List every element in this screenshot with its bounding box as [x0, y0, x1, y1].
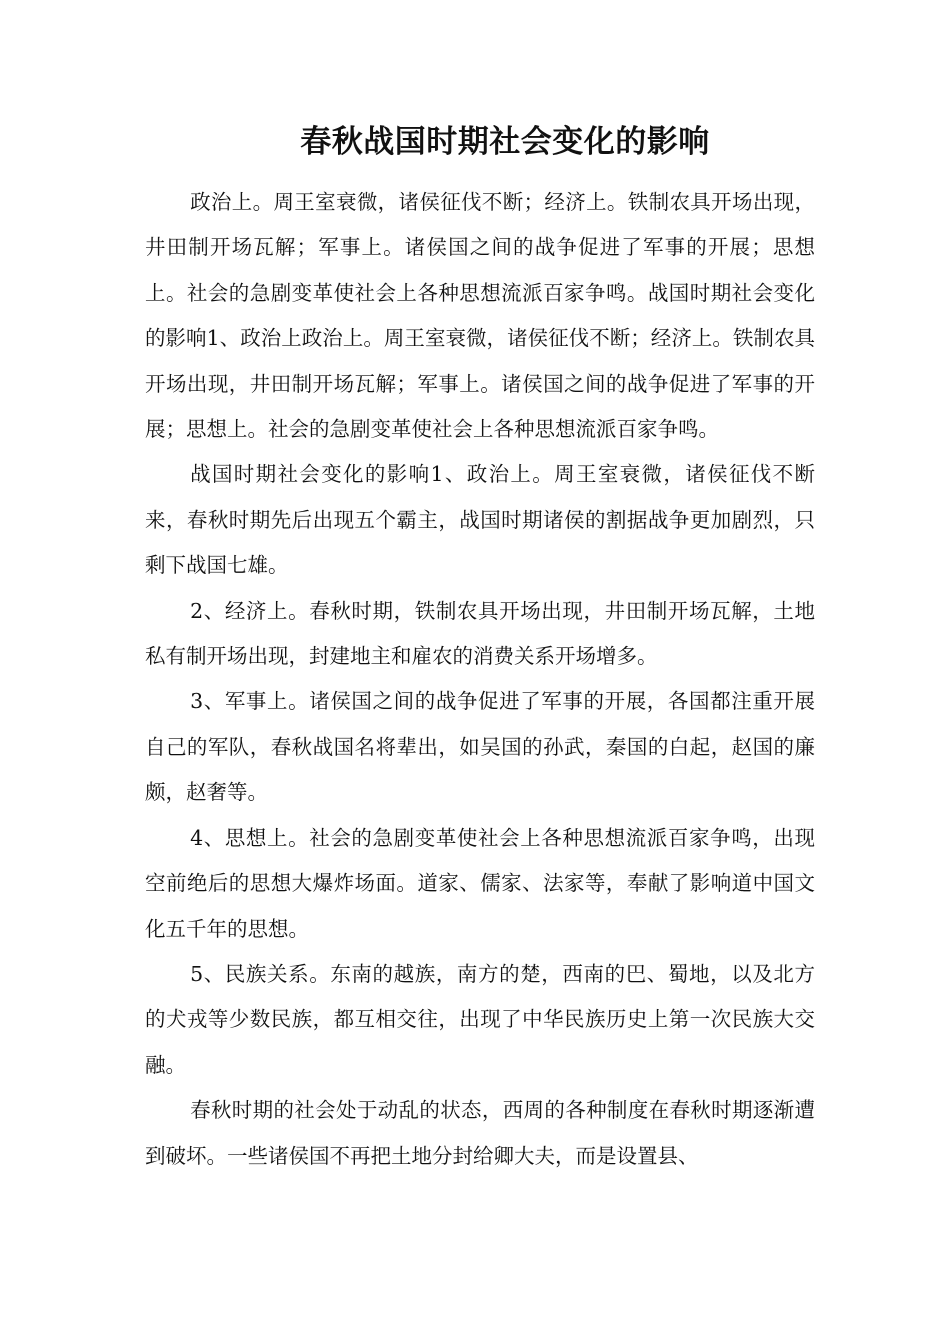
paragraph-5: 4、思想上。社会的急剧变革使社会上各种思想流派百家争鸣，出现空前绝后的思想大爆炸场面。道家、儒家、法家等，奉献了影响道中国文化五千年的思想。 — [145, 825, 815, 941]
paragraph-6: 5、民族关系。东南的越族，南方的楚，西南的巴、蜀地，以及北方的犬戎等少数民族，都互相交往，出现了中华民族历史上第一次民族大交融。 — [145, 961, 815, 1077]
paragraph-4: 3、军事上。诸侯国之间的战争促进了军事的开展，各国都注重开展自己的军队，春秋战国名将辈出，如吴国的孙武，秦国的白起，赵国的廉颇，赵奢等。 — [145, 689, 815, 805]
paragraph-1: 政治上。周王室衰微，诸侯征伐不断；经济上。铁制农具开场出现，井田制开场瓦解；军事上。诸侯国之间的战争促进了军事的开展；思想上。社会的急剧变革使社会上各种思想流派百家争鸣。战国时期社会变化的影响1、政治上政治上。周王室衰微，诸侯征伐不断；经济上。铁制农具开场出现，井田制开场瓦解；军事上。诸侯国之间的战争促进了军事的开展；思想上。社会的急剧变革使社会上各种思想流派百家争鸣。 — [145, 190, 815, 442]
paragraph-7: 春秋时期的社会处于动乱的状态，西周的各种制度在春秋时期逐渐遭到破坏。一些诸侯国不再把土地分封给卿大夫，而是设置县、 — [145, 1098, 815, 1168]
paragraph-2: 战国时期社会变化的影响1、政治上。周王室衰微，诸侯征伐不断来，春秋时期先后出现五个霸主，战国时期诸侯的割据战争更加剧烈，只剩下战国七雄。 — [145, 462, 815, 578]
document-body — [145, 180, 815, 1179]
paragraph-3: 2、经济上。春秋时期，铁制农具开场出现，井田制开场瓦解，土地私有制开场出现，封建地主和雇农的消费关系开场增多。 — [145, 598, 815, 669]
document-title: 春秋战国时期社会变化的影响 — [300, 124, 710, 160]
